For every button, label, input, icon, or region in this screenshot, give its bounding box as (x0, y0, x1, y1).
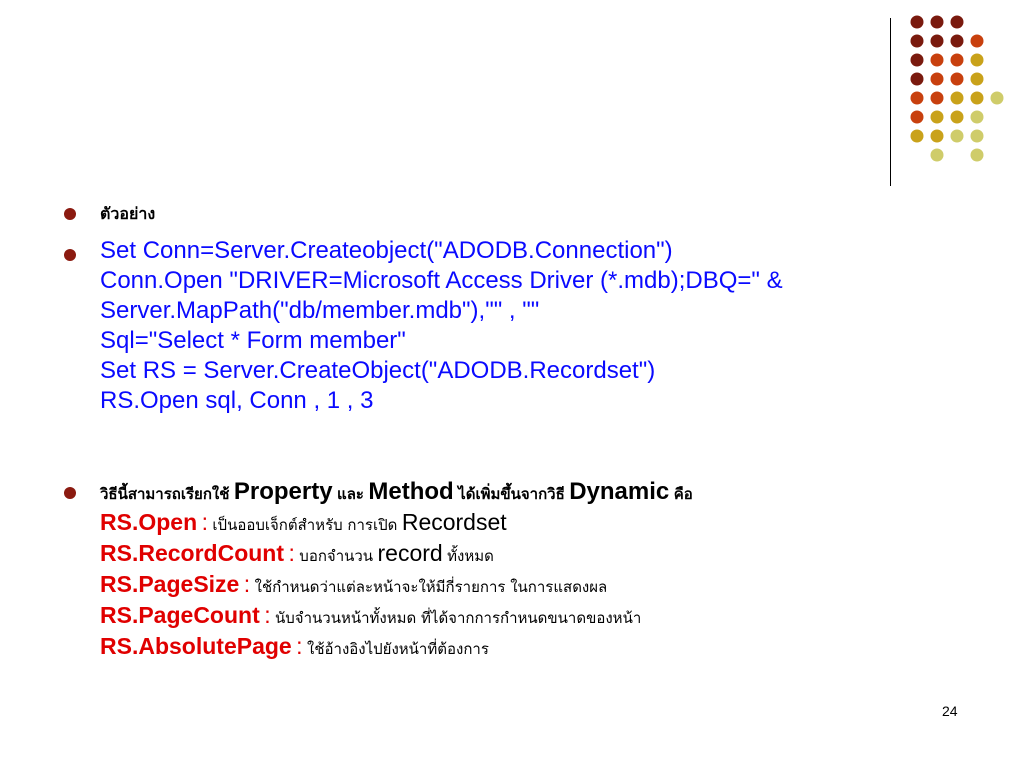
property-desc: นับจำนวนหน้าทั้งหมด ที่ได้จากการกำหนดขนาดของหน้า (275, 609, 642, 627)
decorative-dot-grid (890, 0, 1024, 190)
decorative-dot (971, 92, 984, 105)
decorative-dot (911, 54, 924, 67)
property-colon: : (243, 571, 251, 597)
intro-prefix: วิธีนี้สามารถเรียกใช้ (100, 485, 230, 503)
property-name: RS.PageCount (100, 602, 260, 628)
property-desc: บอกจำนวน (299, 547, 374, 565)
decorative-dot (911, 92, 924, 105)
intro-method: Method (368, 478, 454, 505)
section-heading: ตัวอย่าง (100, 204, 156, 223)
decorative-dot (991, 92, 1004, 105)
decorative-dot (951, 111, 964, 124)
decorative-dot (931, 149, 944, 162)
intro-dynamic: Dynamic (569, 478, 670, 505)
decorative-dot (951, 130, 964, 143)
page-number: 24 (942, 703, 958, 719)
decorative-dot (911, 130, 924, 143)
intro-and: และ (337, 485, 364, 503)
decorative-dot (911, 16, 924, 29)
bullet-code (64, 249, 76, 261)
property-colon: : (288, 540, 295, 566)
code-line: Set Conn=Server.Createobject("ADODB.Connection") (100, 237, 673, 264)
decorative-dot (951, 92, 964, 105)
intro-is: คือ (673, 485, 693, 503)
decorative-dot (971, 130, 984, 143)
decorative-dot (951, 35, 964, 48)
decorative-dot (911, 73, 924, 86)
decorative-dot (951, 16, 964, 29)
intro-property: Property (233, 478, 333, 505)
property-term: record (377, 540, 443, 566)
decorative-dot (911, 111, 924, 124)
decorative-dot (971, 73, 984, 86)
property-desc: เป็นออบเจ็กต์สำหรับ การเปิด (212, 516, 398, 534)
decorative-dot (931, 73, 944, 86)
property-desc: ใช้กำหนดว่าแต่ละหน้าจะให้มีกี่รายการ ในการแสดงผล (254, 578, 608, 596)
property-colon: : (264, 602, 271, 628)
property-name: RS.RecordCount (100, 540, 284, 566)
property-rs-recordcount (100, 538, 693, 569)
property-rs-pagesize (100, 569, 693, 600)
decorative-dot (931, 54, 944, 67)
intro-added: ได้เพิ่มขึ้นจากวิธี (458, 485, 565, 503)
property-name: RS.AbsolutePage (100, 633, 292, 659)
code-example (100, 236, 783, 416)
decorative-dot (971, 111, 984, 124)
property-rs-pagecount (100, 600, 693, 631)
decorative-dot (951, 73, 964, 86)
properties-section (100, 476, 693, 662)
bullet-heading (64, 208, 76, 220)
properties-intro (100, 476, 693, 507)
decorative-dot (931, 111, 944, 124)
decorative-dot (951, 54, 964, 67)
property-colon: : (296, 633, 303, 659)
decorative-dot (931, 130, 944, 143)
property-name: RS.PageSize (100, 571, 240, 597)
property-term: Recordset (401, 509, 507, 535)
decorative-dot (931, 16, 944, 29)
property-desc-after: ทั้งหมด (447, 547, 494, 565)
code-line: Sql="Select * Form member" (100, 327, 406, 354)
code-line: RS.Open sql, Conn , 1 , 3 (100, 387, 374, 414)
code-line: Conn.Open "DRIVER=Microsoft Access Driver (*.mdb);DBQ=" & (100, 267, 783, 294)
property-name: RS.Open (100, 509, 198, 535)
decorative-dot (971, 54, 984, 67)
property-rs-absolutepage (100, 631, 693, 662)
code-line: Server.MapPath("db/member.mdb"),"" , "" (100, 297, 540, 324)
bullet-properties (64, 487, 76, 499)
property-rs-open (100, 507, 693, 538)
decorative-dot (971, 149, 984, 162)
decorative-dot (931, 35, 944, 48)
property-colon: : (201, 509, 208, 535)
decorative-dot (911, 35, 924, 48)
code-line: Set RS = Server.CreateObject("ADODB.Recordset") (100, 357, 656, 384)
property-desc: ใช้อ้างอิงไปยังหน้าที่ต้องการ (307, 640, 489, 658)
decorative-dot (931, 92, 944, 105)
decorative-dot (971, 35, 984, 48)
